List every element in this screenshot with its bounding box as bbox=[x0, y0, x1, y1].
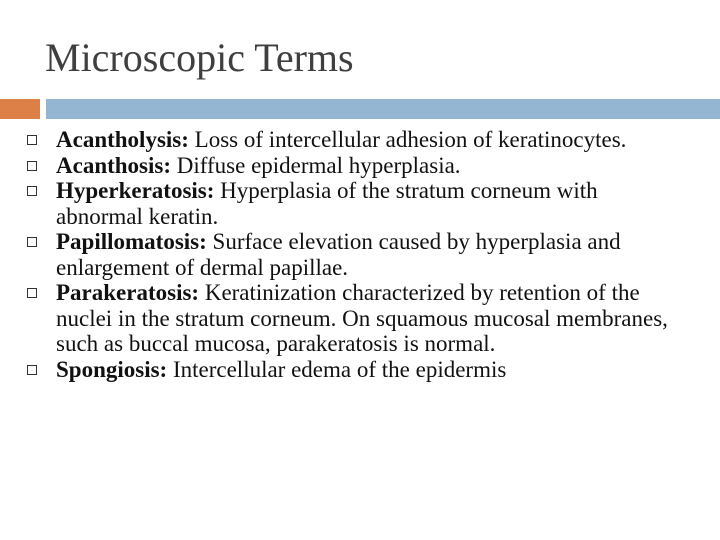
term-definition: Keratinization characterized by retention of the nuclei in the stratum corneum. On squamous mucosal membranes, such as buccal mucosa, parakeratosis is normal. bbox=[56, 280, 668, 356]
term-label: Acantholysis: bbox=[56, 127, 189, 152]
bullet-square-icon bbox=[27, 237, 37, 247]
term-definition: Diffuse epidermal hyperplasia. bbox=[171, 152, 461, 178]
bullet-square-icon bbox=[27, 161, 37, 171]
bullet-square-icon bbox=[27, 186, 37, 196]
term-definition: Hyperplasia of the stratum corneum with abnormal keratin. bbox=[56, 178, 598, 229]
bullet-square-icon bbox=[27, 135, 37, 145]
list-item-papillomatosis bbox=[26, 229, 686, 280]
term-label: Acanthosis: bbox=[56, 152, 172, 178]
terms-list bbox=[26, 127, 686, 382]
slide-title: Microscopic Terms bbox=[45, 35, 354, 80]
term-label: Parakeratosis: bbox=[56, 280, 200, 305]
term-label: Spongiosis: bbox=[56, 356, 168, 382]
term-label: Papillomatosis: bbox=[56, 229, 207, 254]
term-definition: Loss of intercellular adhesion of keratinocytes. bbox=[188, 127, 627, 152]
accent-bar-blue bbox=[46, 99, 720, 119]
bullet-square-icon bbox=[27, 365, 37, 375]
list-item-acantholysis bbox=[26, 127, 686, 153]
list-item-acanthosis bbox=[26, 153, 686, 179]
term-label: Hyperkeratosis: bbox=[56, 178, 215, 203]
accent-bar-orange bbox=[0, 99, 40, 119]
list-item-parakeratosis bbox=[26, 280, 686, 357]
bullet-square-icon bbox=[27, 288, 37, 298]
list-item-spongiosis bbox=[26, 357, 686, 383]
term-definition: Surface elevation caused by hyperplasia and enlargement of dermal papillae. bbox=[56, 229, 621, 280]
term-definition: Intercellular edema of the epidermis bbox=[167, 356, 507, 382]
list-item-hyperkeratosis bbox=[26, 178, 686, 229]
